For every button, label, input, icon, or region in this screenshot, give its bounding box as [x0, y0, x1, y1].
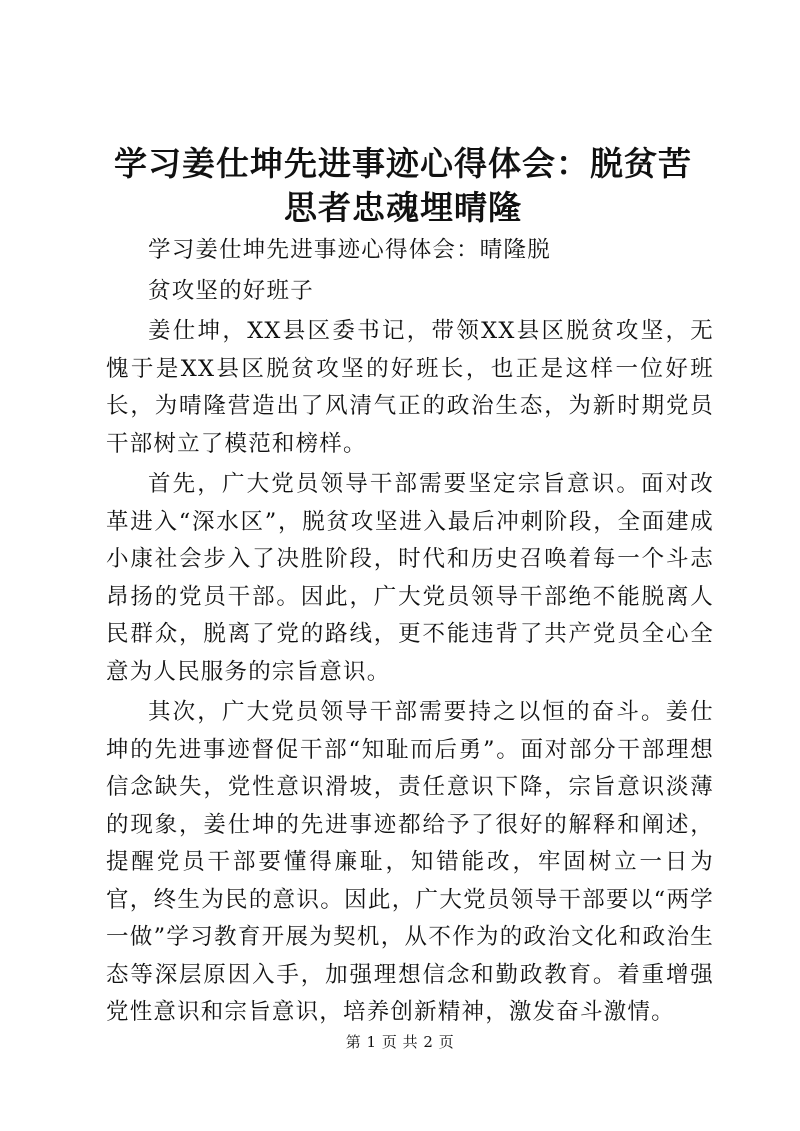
- paragraph: 其次，广大党员领导干部需要持之以恒的奋斗。姜仕坤的先进事迹督促干部“知耻而后勇”。面对部分干部理想信念缺失，党性意识滑坡，责任意识下降，宗旨意识淡薄的现象，姜仕坤的先进事迹都给予了很好的解释和阐述，提醒党员干部要懂得廉耻，知错能改，牢固树立一日为官，终生为民的意识。因此，广大党员领导干部要以“两学一做”学习教育开展为契机，从不作为的政治文化和政治生态等深层原因入手，加强理想信念和勤政教育。着重增强党性意识和宗旨意识，培养创新精神，激发奋斗激情。: [106, 699, 714, 1025]
- paragraph: 首先，广大党员领导干部需要坚定宗旨意识。面对改革进入“深水区”，脱贫攻坚进入最后冲刺阶段，全面建成小康社会步入了决胜阶段，时代和历史召唤着每一个斗志昂扬的党员干部。因此，广大党员领导干部绝不能脱离人民群众，脱离了党的路线，更不能违背了共产党员全心全意为人民服务的宗旨意识。: [106, 471, 714, 685]
- document-body: [106, 232, 714, 1035]
- subtitle-line-1: 学习姜仕坤先进事迹心得体会：晴隆脱: [148, 237, 551, 263]
- subtitle-line-2: 贫攻坚的好班子: [148, 277, 314, 304]
- paragraph: 姜仕坤，XX县区委书记，带领XX县区脱贫攻坚，无愧于是XX县区脱贫攻坚的好班长，也正是这样一位好班长，为晴隆营造出了风清气正的政治生态，为新时期党员干部树立了模范和榜样。: [106, 318, 714, 457]
- document-title: 学习姜仕坤先进事迹心得体会：脱贫苦思者忠魂埋晴隆: [114, 144, 692, 227]
- page-footer: 第 1 页 共 2 页: [345, 1033, 455, 1051]
